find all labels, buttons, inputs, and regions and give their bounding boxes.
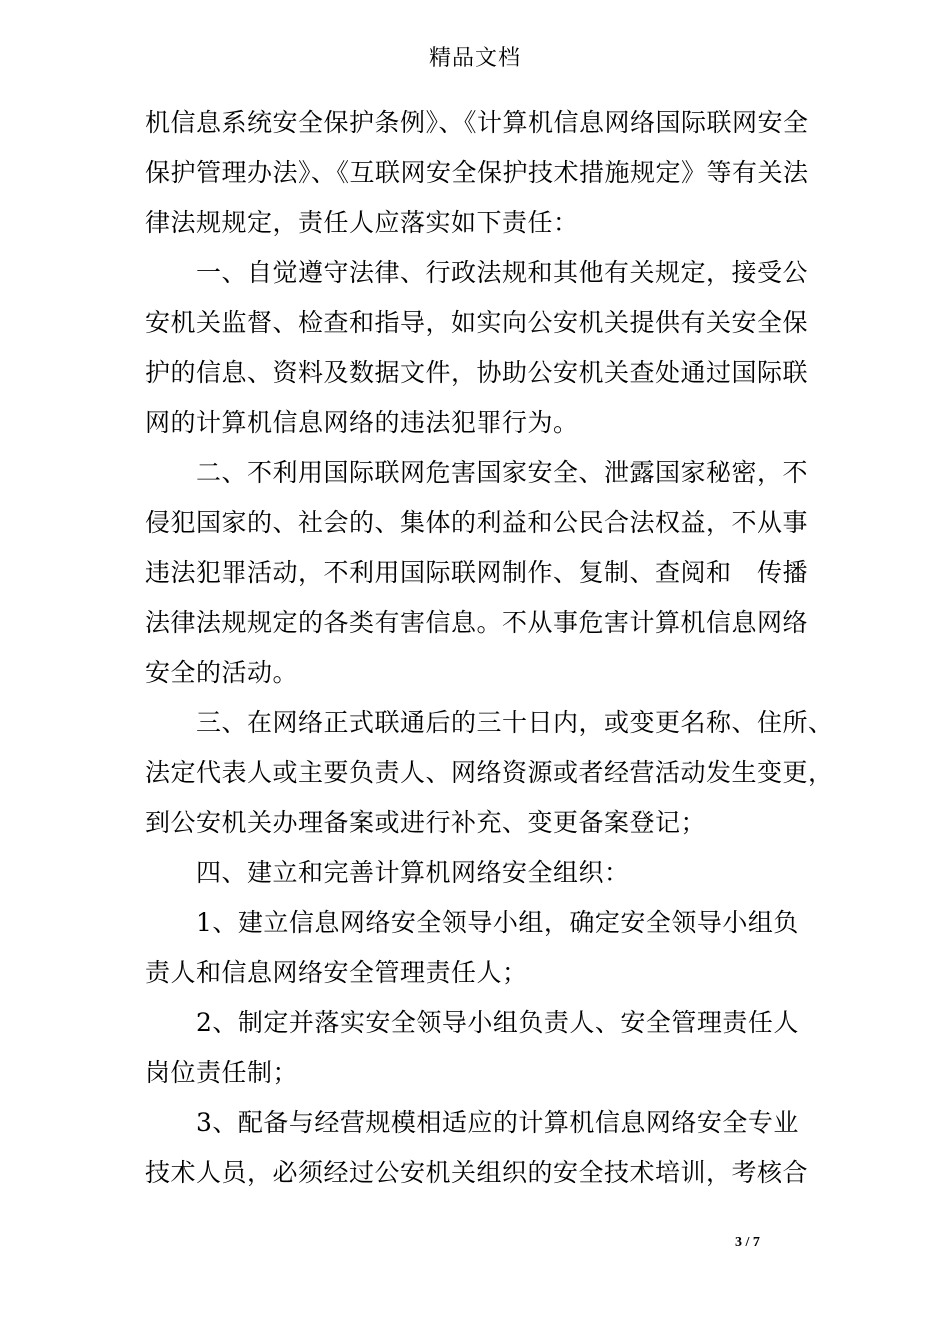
text-line: 安机关监督、检查和指导，如实向公安机关提供有关安全保 (145, 308, 809, 337)
text-line: 保护管理办法》、《互联网安全保护技术措施规定》等有关法 (145, 158, 809, 187)
text-line: 技术人员，必须经过公安机关组织的安全技术培训，考核合 (145, 1158, 809, 1187)
text-line: 到公安机关办理备案或进行补充、变更备案登记； (145, 808, 707, 837)
text-line: 2、制定并落实安全领导小组负责人、安全管理责任人 (145, 1008, 799, 1037)
text-line: 3、配备与经营规模相适应的计算机信息网络安全专业 (145, 1108, 799, 1137)
text-line: 三、在网络正式联通后的三十日内，或变更名称、住所、 (145, 708, 834, 737)
text-line: 二、不利用国际联网危害国家安全、泄露国家秘密，不 (145, 458, 809, 487)
text-line: 责人和信息网络安全管理责任人； (145, 958, 528, 987)
text-line: 侵犯国家的、社会的、集体的利益和公民合法权益，不从事 (145, 508, 809, 537)
text-line: 违法犯罪活动，不利用国际联网制作、复制、查阅和 传播 (145, 558, 809, 587)
text-line: 一、自觉遵守法律、行政法规和其他有关规定，接受公 (145, 258, 809, 287)
text-line: 法定代表人或主要负责人、网络资源或者经营活动发生变更， (145, 758, 834, 787)
text-line: 机信息系统安全保护条例》、《计算机信息网络国际联网安全 (145, 108, 809, 137)
document-header-title: 精品文档 (428, 46, 521, 71)
document-body (145, 98, 834, 1198)
text-line: 护的信息、资料及数据文件，协助公安机关查处通过国际联 (145, 358, 809, 387)
text-line: 安全的活动。 (145, 658, 299, 687)
text-line: 四、建立和完善计算机网络安全组织： (145, 858, 630, 887)
text-line: 1、建立信息网络安全领导小组，确定安全领导小组负 (145, 908, 799, 937)
text-line: 法律法规规定的各类有害信息。不从事危害计算机信息网络 (145, 608, 809, 637)
text-line: 律法规规定，责任人应落实如下责任： (145, 208, 579, 237)
page-number: 3 / 7 (735, 1235, 760, 1250)
text-line: 岗位责任制； (145, 1058, 299, 1087)
text-line: 网的计算机信息网络的违法犯罪行为。 (145, 408, 579, 437)
